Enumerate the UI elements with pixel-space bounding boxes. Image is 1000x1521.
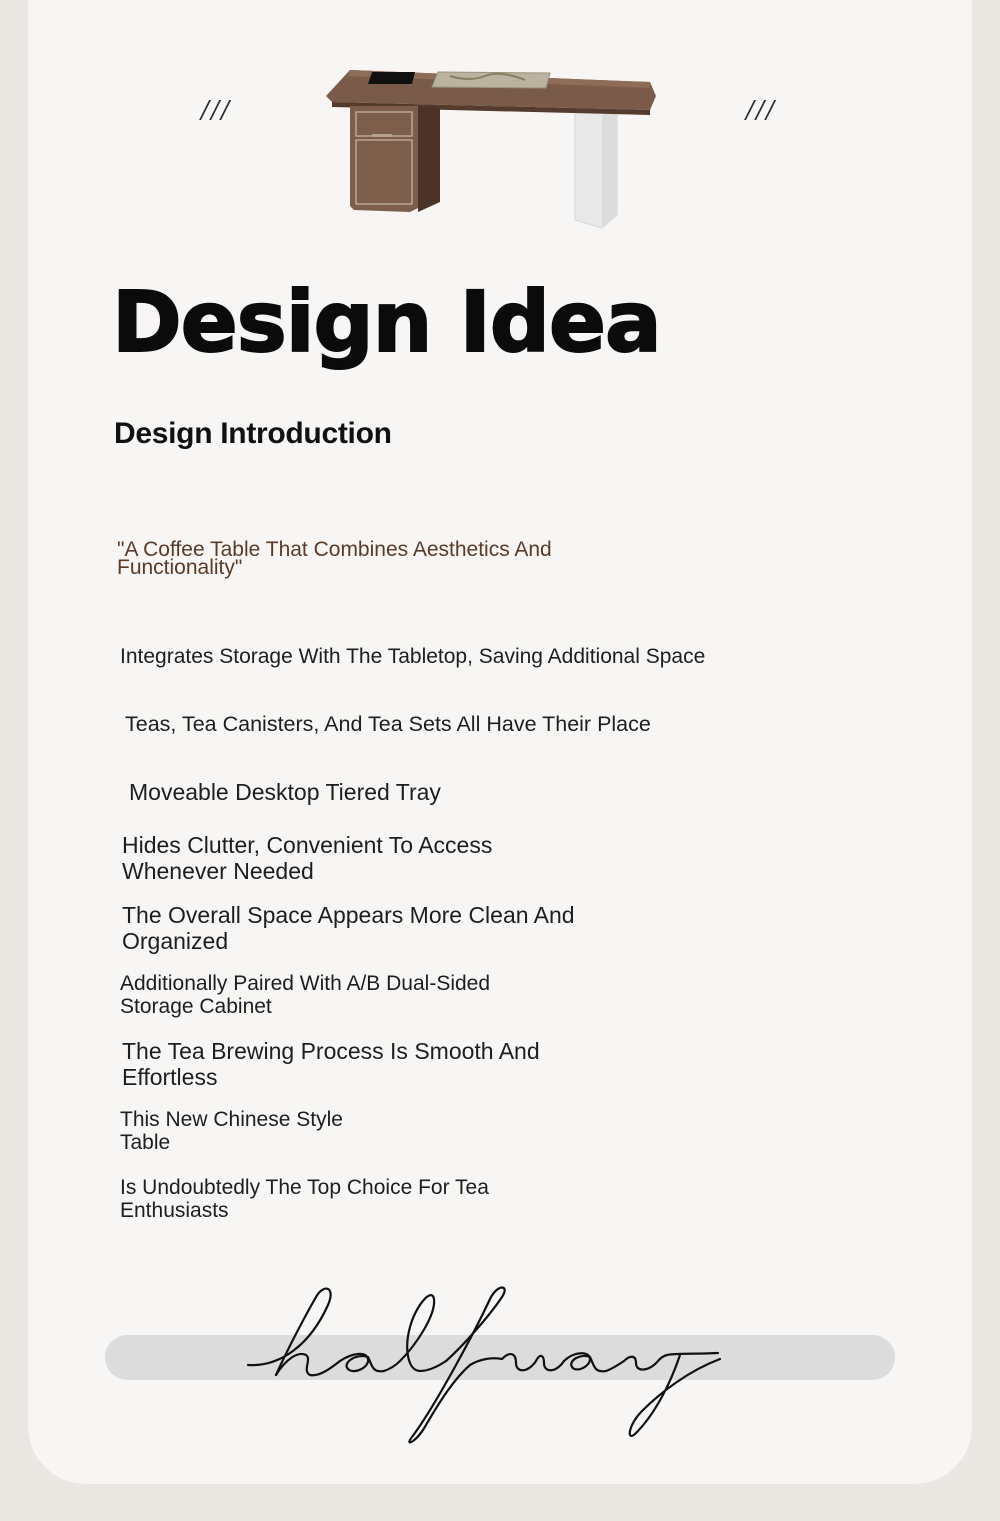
feature-line: This New Chinese Style Table [120,1108,343,1154]
feature-line: Is Undoubtedly The Top Choice For Tea Enthusiasts [120,1176,489,1222]
decorative-slashes-right: /// [746,96,777,124]
feature-line: The Overall Space Appears More Clean And Organized [122,902,575,954]
section-subtitle: Design Introduction [114,417,392,450]
feature-line: The Tea Brewing Process Is Smooth And Effortless [122,1038,540,1090]
feature-line: Additionally Paired With A/B Dual-Sided Storage Cabinet [120,972,491,1018]
feature-line: Hides Clutter, Convenient To Access Whenever Needed [122,832,493,884]
halfway-signature-logo-icon [240,1275,740,1450]
tea-table-illustration-icon [320,60,665,235]
page-title: Design Idea [112,273,661,371]
decorative-slashes-left: /// [201,96,232,124]
tagline-quote: "A Coffee Table That Combines Aesthetics And Functionality" [117,538,552,579]
feature-line: Teas, Tea Canisters, And Tea Sets All Have Their Place [125,712,651,736]
feature-line: Moveable Desktop Tiered Tray [129,779,441,805]
feature-line: Integrates Storage With The Tabletop, Saving Additional Space [120,645,706,668]
